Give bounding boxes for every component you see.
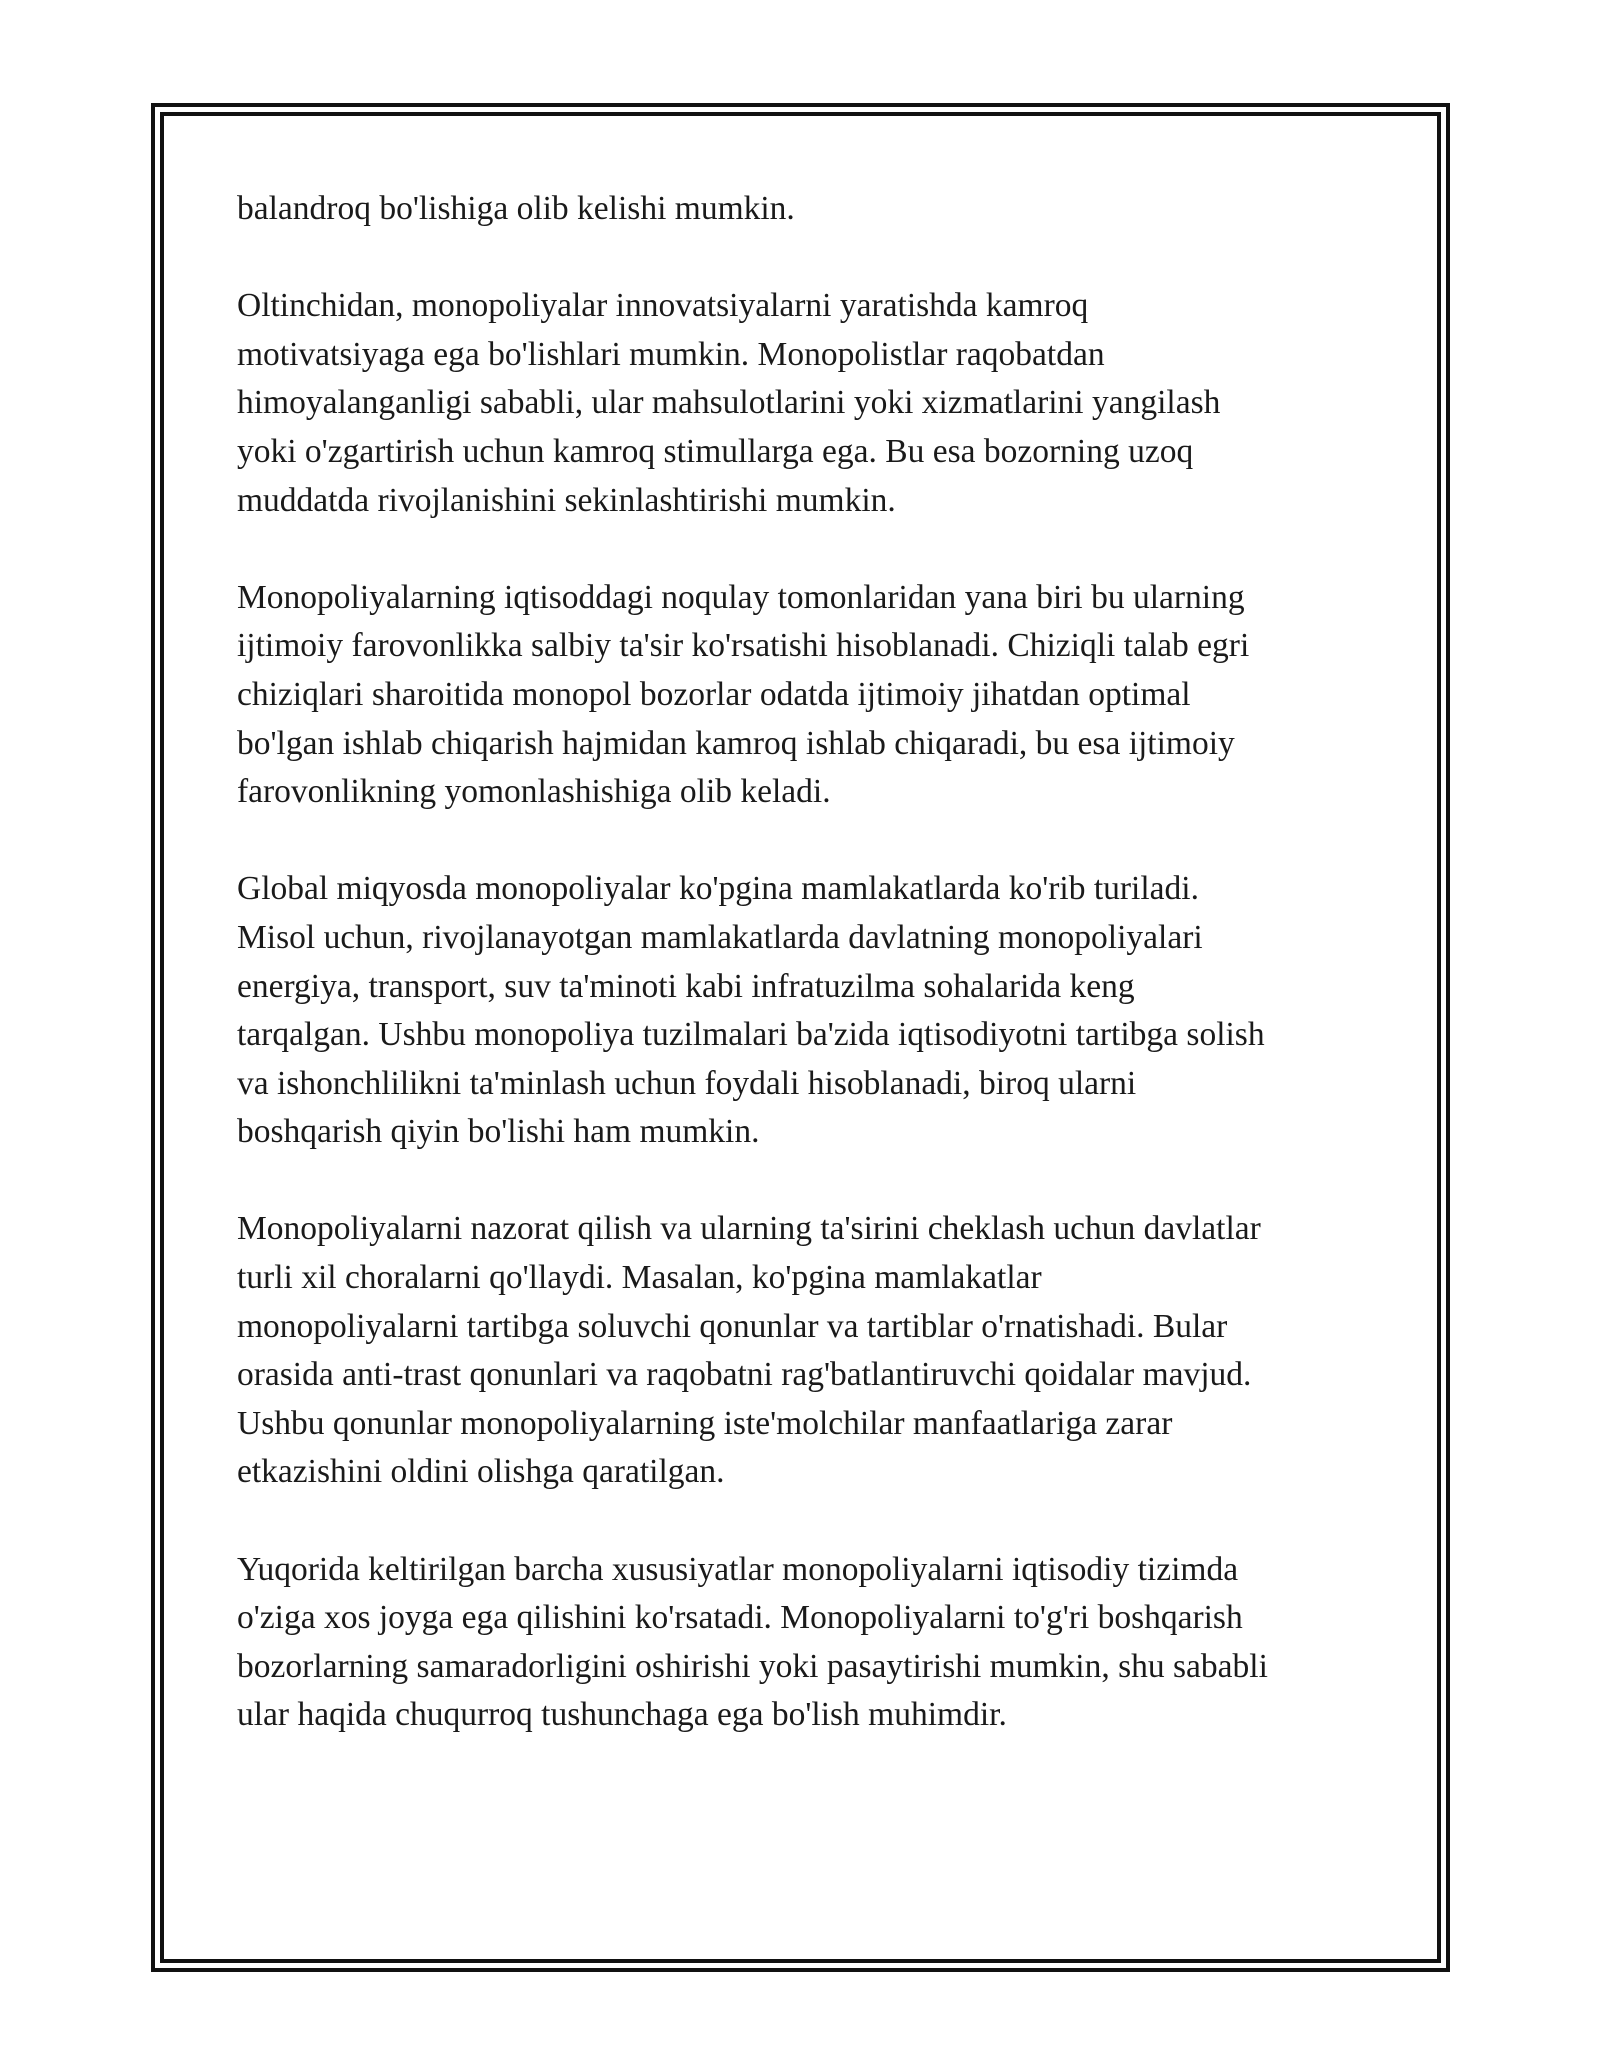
paragraph: Yuqorida keltirilgan barcha xususiyatlar monopoliyalarni iqtisodiy tizimda o'ziga xos joyga ega qilishini ko'rsatadi. Monopoliyalarni to'g'ri boshqarish bozorlarning samaradorligini oshirishi yoki pasaytirishi mumkin, shu sababli ular haqida chuqurroq tushunchaga ega bo'lish muhimdir. bbox=[237, 1550, 1268, 1734]
paragraph: Oltinchidan, monopoliyalar innovatsiyalarni yaratishda kamroq motivatsiyaga ega bo'lishlari mumkin. Monopolistlar raqobatdan himoyalanganligi sababli, ular mahsulotlarini yoki xizmatlarini yangilash yoki o'zgartirish uchun kamroq stimullarga ega. Bu esa bozorning uzoq muddatda rivojlanishini sekinlashtirishi mumkin. bbox=[237, 287, 1221, 519]
paragraph: Monopoliyalarni nazorat qilish va ularning ta'sirini cheklash uchun davlatlar turli xil choralarni qo'llaydi. Masalan, ko'pgina mamlakatlar monopoliyalarni tartibga soluvchi qonunlar va tartiblar o'rnatishadi. Bular orasida anti-trast qonunlari va raqobatni rag'batlantiruvchi qoidalar mavjud. Ushbu qonunlar monopoliyalarning iste'molchilar manfaatlariga zarar etkazishini oldini olishga qaratilgan. bbox=[237, 1210, 1261, 1491]
paragraph: Global miqyosda monopoliyalar ko'pgina mamlakatlarda ko'rib turiladi. Misol uchun, rivojlanayotgan mamlakatlarda davlatning monopoliyalari energiya, transport, suv ta'minoti kabi infratuzilma sohalarida keng tarqalgan. Ushbu monopoliya tuzilmalari ba'zida iqtisodiyotni tartibga solish va ishonchlilikni ta'minlash uchun foydali hisoblanadi, biroq ularni boshqarish qiyin bo'lishi ham mumkin. bbox=[237, 870, 1265, 1151]
paragraph: balandroq bo'lishiga olib kelishi mumkin. bbox=[237, 190, 795, 227]
paragraph: Monopoliyalarning iqtisoddagi noqulay tomonlaridan yana biri bu ularning ijtimoiy farovonlikka salbiy ta'sir ko'rsatishi hisoblanadi. Chiziqli talab egri chiziqlari sharoitida monopol bozorlar odatda ijtimoiy jihatdan optimal bo'lgan ishlab chiqarish hajmidan kamroq ishlab chiqaradi, bu esa ijtimoiy farovonlikning yomonlashishiga olib keladi. bbox=[237, 578, 1250, 811]
document-body bbox=[237, 185, 1377, 1789]
